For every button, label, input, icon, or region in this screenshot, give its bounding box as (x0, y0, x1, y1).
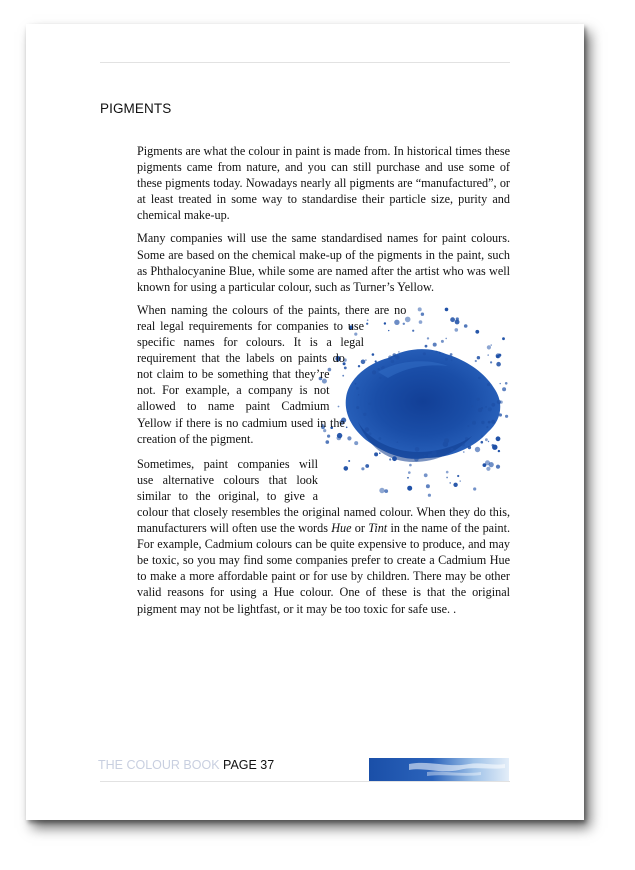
pigment-speck (398, 351, 400, 353)
pigment-speck (391, 359, 394, 362)
pigment-speck (344, 366, 347, 369)
pigment-speck (486, 426, 488, 428)
pigment-speck (455, 328, 459, 332)
pigment-speck (354, 441, 358, 445)
pigment-speck (415, 447, 420, 452)
pigment-speck (365, 359, 367, 361)
pigment-speck (485, 438, 488, 441)
pigment-speck (412, 329, 414, 331)
pigment-speck (449, 482, 451, 484)
pigment-speck (419, 320, 423, 324)
pigment-speck (445, 307, 449, 311)
pigment-speck (457, 475, 459, 477)
pigment-speck (439, 352, 441, 354)
pigment-speck (456, 317, 459, 320)
pigment-speck (464, 324, 468, 328)
pigment-speck (421, 312, 424, 315)
pigment-speck (465, 437, 468, 440)
pigment-speck (327, 434, 330, 437)
pigment-speck (372, 353, 375, 356)
pigment-speck (500, 383, 501, 384)
pigment-speck (414, 457, 418, 461)
pigment-speck (427, 337, 429, 339)
pigment-speck (450, 353, 453, 356)
footer-paint-stripe (369, 758, 509, 781)
pigment-speck (403, 322, 405, 324)
pigment-speck (365, 464, 369, 468)
pigment-speck (338, 405, 340, 407)
pigment-speck (450, 317, 455, 322)
pigment-speck (384, 322, 386, 324)
pigment-speck (426, 484, 430, 488)
pigment-speck (347, 436, 351, 440)
pigment-speck (472, 421, 476, 425)
footer-label (98, 758, 274, 772)
paragraph-4-part-2: in the name of the paint. For example, Cadmium colours can be quite expensive to produce, and may be toxic, so you may find some companies prefer to create a Cadmium Hue to make a more affordable paint or for use by children. There may be other valid reasons for using a Hue colour. One of these is that the original pigment may not be lightfast, or it may be too toxic for safe use. . (137, 521, 510, 616)
pigment-speck (361, 467, 364, 470)
pigment-speck (475, 447, 480, 452)
pigment-speck (346, 426, 348, 428)
pigment-speck (467, 425, 469, 427)
pigment-speck (358, 365, 360, 367)
pigment-speck (481, 421, 484, 424)
pigment-speck (394, 319, 399, 324)
pigment-speck (475, 360, 477, 362)
pigment-speck (453, 482, 457, 486)
pigment-speck (477, 356, 480, 359)
pigment-speck (468, 446, 471, 449)
pigment-speck (498, 450, 500, 452)
pigment-speck (379, 377, 381, 379)
pigment-speck (481, 441, 484, 444)
pigment-speck (365, 427, 370, 432)
pigment-speck (463, 451, 465, 453)
pigment-speck (446, 476, 448, 478)
pigment-speck (347, 411, 348, 412)
pigment-speck (428, 493, 431, 496)
paragraph-1: Pigments are what the colour in paint is made from. In historical times these pigments came from nature, and you can still purchase and use some of these pigments today. Nowadays nearly all pigments are “manufactured”, or at least treated in some way to standardise their particle size, purity and chemical make-up. (137, 144, 510, 223)
pigment-speck (498, 353, 501, 356)
pigment-speck (477, 397, 480, 400)
pigment-speck (473, 487, 476, 490)
pigment-speck (496, 436, 501, 441)
pigment-speck (423, 352, 426, 355)
pigment-speck (485, 406, 487, 408)
pigment-speck (366, 322, 368, 324)
pigment-speck (358, 394, 359, 395)
pigment-speck (378, 368, 380, 370)
pigment-speck (388, 355, 392, 359)
pigment-speck (337, 436, 342, 441)
hue-term: Hue (331, 521, 352, 536)
pigment-speck (407, 477, 409, 479)
pigment-speck (488, 421, 491, 424)
tint-term: Tint (368, 521, 388, 536)
pigment-speck (363, 412, 366, 415)
pigment-speck (487, 354, 489, 356)
pigment-speck (374, 452, 378, 456)
pigment-speck (446, 471, 449, 474)
pigment-speck (408, 471, 411, 474)
pigment-speck (368, 402, 370, 404)
paragraph-4-part-1: Sometimes, paint companies will use alternative colours that look similar to the original, to give a colour that closely resembles the original named colour. When they do this, manufacturers will often use the words (137, 456, 510, 536)
pigment-speck (424, 473, 428, 477)
pigment-speck (379, 437, 382, 440)
pigment-speck (428, 453, 432, 457)
pigment-speck (478, 376, 481, 379)
pigment-speck (375, 360, 377, 362)
pigment-speck (491, 420, 495, 424)
pigment-speck (379, 488, 384, 493)
pigment-speck (344, 466, 349, 471)
pigment-speck (444, 438, 449, 443)
pigment-speck (505, 415, 508, 418)
paragraph-3: When naming the colours of the paints, there are no real legal requirements for companies to use specific names for colours. It is a legal requirement that the labels on paints do not claim to be something that they’re not. For example, a company is not allowed to name paint Cadmium Yellow if there is no cadmium used in the creation of the pigment. (137, 302, 407, 446)
pigment-speck (356, 387, 359, 390)
footer-page-number: PAGE 37 (223, 758, 275, 772)
pigment-speck (381, 367, 383, 369)
pigment-speck (379, 452, 381, 454)
pigment-speck (389, 458, 391, 460)
pigment-speck (487, 383, 490, 386)
pigment-speck (356, 406, 359, 409)
pigment-speck (488, 407, 492, 411)
pigment-speck (502, 387, 506, 391)
pigment-speck (483, 463, 487, 467)
pigment-speck (471, 405, 473, 407)
pigment-speck (505, 382, 508, 385)
pigment-speck (393, 353, 397, 357)
pigment-speck (361, 359, 366, 364)
pigment-speck (425, 345, 428, 348)
pigment-speck (460, 480, 461, 481)
pigment-speck (395, 355, 399, 359)
pigment-speck (450, 448, 453, 451)
pigment-speck (433, 342, 437, 346)
pigment-speck (496, 464, 500, 468)
pigment-speck (487, 345, 491, 349)
pigment-speck (445, 358, 448, 361)
pigment-speck (490, 361, 492, 363)
pigment-speck (342, 375, 344, 377)
pigment-speck (496, 362, 501, 367)
pigment-speck (407, 486, 412, 491)
footer-rule (100, 781, 510, 782)
pigment-speck (431, 450, 436, 455)
body-text (137, 143, 510, 624)
pigment-speck (409, 464, 412, 467)
header-rule (100, 62, 510, 63)
pigment-speck (355, 383, 357, 385)
pigment-speck (491, 403, 495, 407)
pigment-speck (492, 444, 497, 449)
pigment-speck (486, 467, 490, 471)
pigment-speck (441, 340, 444, 343)
pigment-speck (392, 456, 397, 461)
pigment-speck (418, 307, 422, 311)
pigment-speck (436, 351, 438, 353)
pigment-speck (384, 489, 388, 493)
document-page (26, 24, 584, 820)
pigment-speck (481, 435, 483, 437)
pigment-speck (475, 330, 479, 334)
pigment-speck (462, 443, 465, 446)
pigment-speck (451, 359, 453, 361)
pigment-speck (499, 413, 502, 416)
paragraph-2: Many companies will use the same standardised names for paint colours. Some are based on the chemical make-up of the pigments in the paint, such as Phthalocyanine Blue, while some are named after the artist who was well known for using a particular colour, such as Turner’s Yellow. (137, 231, 510, 294)
pigment-speck (388, 330, 389, 331)
pigment-speck (424, 455, 426, 457)
pigment-speck (397, 441, 398, 442)
pigment-speck (481, 407, 483, 409)
pigment-speck (497, 400, 501, 404)
pigment-speck (491, 344, 492, 345)
footer-book-title: THE COLOUR BOOK (98, 758, 220, 772)
pigment-speck (367, 319, 369, 321)
section-heading: PIGMENTS (100, 101, 172, 116)
pigment-speck (502, 337, 505, 340)
pigment-speck (348, 460, 350, 462)
pigment-speck (369, 432, 372, 435)
pigment-speck (372, 370, 376, 374)
paragraph-4-or: or (351, 521, 369, 536)
pigment-speck (445, 337, 447, 339)
pigment-speck (326, 440, 330, 444)
pigment-speck (488, 441, 489, 442)
